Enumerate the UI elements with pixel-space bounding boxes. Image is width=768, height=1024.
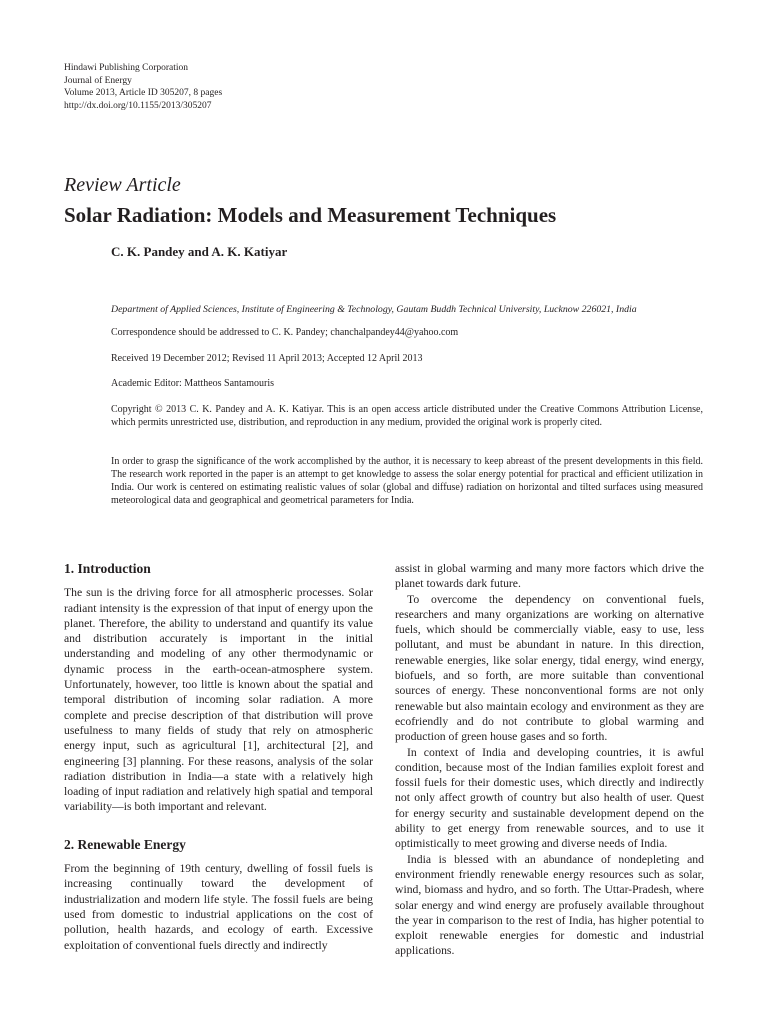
affiliation: Department of Applied Sciences, Institute of Engineering & Technology, Gautam Buddh Technical University, Lucknow 226021, India (111, 304, 637, 315)
right-column (395, 561, 704, 959)
renewable-paragraph-1-continued: assist in global warming and many more factors which drive the planet towards dark future. (395, 562, 704, 591)
volume-info: Volume 2013, Article ID 305207, 8 pages (64, 88, 223, 98)
publisher-name: Hindawi Publishing Corporation (64, 63, 189, 73)
renewable-paragraph-3: In context of India and developing countries, it is awful condition, because most of the Indian families exploit forest and fossil fuels for their domestic uses, which directly and indirectly not only affect growth of country but also health of user. Quest for energy security and sustainable development depend on the ability to get energy from renewable sources, and to use it optimistically to meet growing and diverse needs of India. (395, 745, 704, 851)
correspondence: Correspondence should be addressed to C. K. Pandey; chanchalpandey44@yahoo.com (111, 327, 459, 338)
renewable-paragraph-4: India is blessed with an abundance of nondepleting and environment friendly renewable energy resources such as solar, wind, biomass and hydro, and so forth. The Uttar-Pradesh, where solar energy and wind energy are profusely available throughout the year in comparison to the rest of India, has higher potential to exploit renewable energies for domestic and industrial applications. (395, 852, 704, 958)
article-type: Review Article (64, 174, 181, 196)
section-heading-renewable-energy: 2. Renewable Energy (64, 836, 186, 852)
abstract: In order to grasp the significance of the work accomplished by the author, it is necessary to keep abreast of the present developments in this field. The research work reported in the paper is an attempt to get knowledge to assess the solar energy potential for practical and efficient utilization in India. Our work is centered on estimating realistic values of solar (global and diffuse) radiation on horizontal and tilted surfaces using measured meteorological data and geographical and geometrical parameters for India. (111, 456, 703, 506)
renewable-paragraph-2: To overcome the dependency on conventional fuels, researchers and many organizations are working on alternative fuels, which should be commercially viable, easy to use, less pollutant, and must be abundant in nature. In this direction, renewable energies, like solar energy, tidal energy, wind energy, biofuels, and so forth, are more suitable than conventional sources of energy. These nonconventional forms are not only renewable but also maintain ecology and environment as they are ecofriendly and do not contribute to global warming and production of green house gases and so forth. (395, 592, 704, 744)
journal-name: Journal of Energy (64, 75, 132, 86)
journal-header (64, 62, 222, 112)
history-dates: Received 19 December 2012; Revised 11 April 2013; Accepted 12 April 2013 (111, 353, 423, 364)
copyright-notice: Copyright © 2013 C. K. Pandey and A. K. Katiyar. This is an open access article distributed under the Creative Commons Attribution License, which permits unrestricted use, distribution, and reproduction in any medium, provided the original work is properly cited. (111, 404, 703, 428)
academic-editor: Academic Editor: Mattheos Santamouris (111, 378, 275, 389)
doi-link[interactable]: http://dx.doi.org/10.1155/2013/305207 (64, 100, 212, 111)
renewable-paragraph-1: From the beginning of 19th century, dwelling of fossil fuels is increasing continually toward the development of industrialization and modern life style. The fossil fuels are being used from domestic to industrial applications on the cost of pollution, health hazards, and ecology of earth. Excessive exploitation of conventional fuels directly and indirectly (64, 862, 373, 952)
intro-paragraph: The sun is the driving force for all atmospheric processes. Solar radiant intensity is the expression of that input of energy upon the planet. Therefore, the ability to understand and quantify its value and distribution accurately is important in the initial understanding and modeling of any other thermodynamic or dynamic process in the earth-ocean-atmosphere system. Unfortunately, however, too little is known about the spatial and temporal distribution of incoming solar radiation. A more complete and precise description of that distribution will prove usefulness to many fields of study that rely on atmospheric energy input, such as agricultural [1], architectural [2], and engineering [3] planning. For these reasons, analysis of the solar radiation distribution in India—a state with a relatively high loading of input radiation and relatively high spatial and temporal variability—is both important and relevant. (64, 586, 373, 814)
left-column (64, 561, 373, 953)
author-list: C. K. Pandey and A. K. Katiyar (111, 244, 288, 259)
article-title: Solar Radiation: Models and Measurement Techniques (64, 203, 557, 227)
section-heading-introduction: 1. Introduction (64, 561, 151, 576)
